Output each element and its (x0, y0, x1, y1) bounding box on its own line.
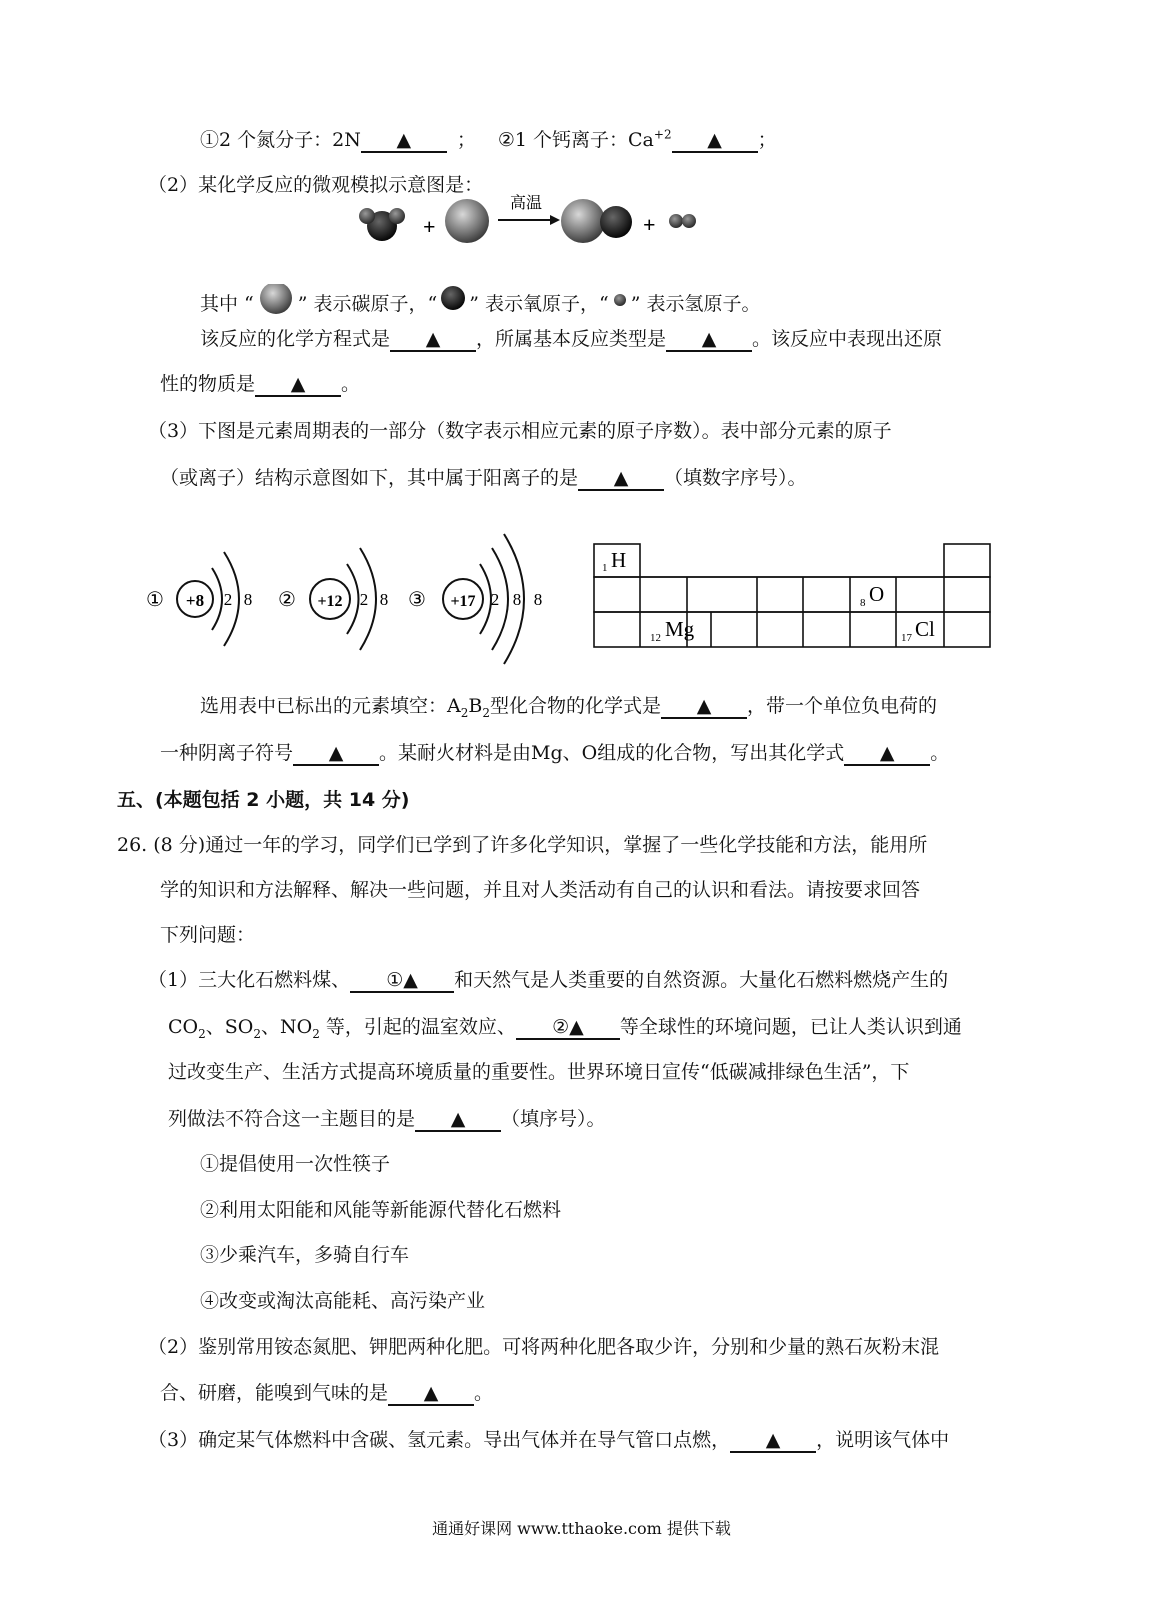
periodic-table-fragment (590, 540, 996, 652)
structure-label: ③ (408, 589, 426, 611)
subscript: 2 (253, 1026, 261, 1041)
svg-text:1: 1 (602, 562, 608, 574)
subscript: 2 (460, 705, 469, 720)
element-cell-h (602, 548, 626, 574)
q26-line-1: 26. (8 分)通过一年的学习，同学们已学到了许多化学知识，掌握了一些化学技能和方法，能用所 (117, 834, 928, 856)
text: 其中 “ (200, 293, 254, 315)
answer-blank[interactable]: ▲ (730, 1429, 816, 1453)
q3-line-2 (160, 465, 807, 491)
plus-sign: + (643, 212, 656, 237)
text: 性的物质是 (160, 373, 256, 395)
shell-electrons: 8 (379, 590, 389, 609)
answer-blank[interactable]: ▲ (661, 695, 747, 719)
answer-blank[interactable]: ▲ (390, 328, 476, 352)
svg-text:8: 8 (860, 597, 866, 609)
text: ； (456, 129, 476, 151)
text: ，所属基本反应类型是 (476, 328, 667, 350)
text: ②1 个钙离子：Ca (497, 129, 654, 151)
svg-text:Cl: Cl (915, 617, 935, 641)
text: ” 表示碳原子，“ (297, 293, 438, 315)
text: （填序号）。 (501, 1108, 606, 1130)
hydrogen-atom-icon (669, 214, 683, 228)
water-molecule (359, 208, 405, 241)
text: 该反应的化学方程式是 (200, 328, 391, 350)
structure-2 (278, 548, 388, 650)
text: ，说明该气体中 (816, 1429, 950, 1451)
subscript: 2 (482, 705, 490, 720)
option-3: ③少乘汽车，多骑自行车 (200, 1244, 410, 1266)
q26-2-line-2 (160, 1380, 493, 1406)
element-cell-cl (901, 617, 935, 644)
text: ①2 个氮分子：2N (200, 129, 361, 151)
q3-fill-line-1 (200, 693, 937, 719)
q26-line-2: 学的知识和方法解释、解决一些问题，并且对人类活动有自己的认识和看法。请按要求回答 (160, 879, 921, 901)
oxygen-atom-icon (600, 206, 632, 238)
text: ； (757, 129, 777, 151)
nucleus-charge: +12 (317, 593, 343, 610)
q26-1-line-2 (168, 1014, 962, 1040)
q26-1-line-3: 过改变生产、生活方式提高环境质量的重要性。世界环境日宣传“低碳减排绿色生活”，下 (168, 1061, 910, 1083)
charge-superscript: +2 (653, 127, 672, 142)
carbon-atom-icon (445, 199, 489, 243)
text: 一种阴离子符号 (160, 742, 294, 764)
answer-blank[interactable]: ▲ (666, 328, 752, 352)
text: 等，引起的温室效应、 (319, 1016, 516, 1038)
answer-blank[interactable]: ▲ (672, 129, 758, 153)
reaction-diagram (350, 188, 710, 250)
svg-text:O: O (869, 582, 885, 606)
q3-fill-line-2 (160, 740, 949, 766)
text: ” 表示氧原子，“ (469, 293, 609, 315)
answer-blank[interactable]: ▲ (255, 373, 341, 397)
shell-electrons: 2 (359, 590, 369, 609)
option-1: ①提倡使用一次性筷子 (200, 1153, 391, 1175)
q2-line-3 (160, 371, 360, 397)
answer-blank[interactable]: ▲ (578, 467, 664, 491)
reaction-condition: 高温 (510, 195, 543, 212)
shell-electrons: 8 (533, 590, 543, 609)
q3-line-1: （3）下图是元素周期表的一部分（数字表示相应元素的原子序数）。表中部分元素的原子 (148, 420, 892, 442)
text: 。 (341, 373, 361, 395)
text: 。该反应中表现出还原 (752, 328, 943, 350)
answer-blank[interactable]: ▲ (415, 1108, 501, 1132)
atomic-structures (140, 520, 560, 680)
text: 列做法不符合这一主题目的是 (168, 1108, 416, 1130)
structure-label: ② (278, 589, 296, 611)
carbon-atom-icon (254, 284, 298, 316)
option-4: ④改变或淘汰高能耗、高污染产业 (200, 1290, 486, 1312)
legend-line (200, 284, 760, 317)
text: 合、研磨，能嗅到气味的是 (160, 1382, 389, 1404)
text: （填数字序号）。 (664, 467, 807, 489)
nucleus-charge: +17 (450, 593, 476, 610)
hydrogen-atom-icon (359, 208, 375, 224)
subscript: 2 (312, 1026, 320, 1041)
text: （1）三大化石燃料煤、 (148, 969, 351, 991)
q26-1-line-4 (168, 1106, 606, 1132)
q26-2-line-1: （2）鉴别常用铵态氮肥、钾肥两种化肥。可将两种化肥各取少许，分别和少量的熟石灰粉末混 (148, 1336, 940, 1358)
answer-blank-2[interactable]: ②▲ (516, 1016, 620, 1040)
text: CO (168, 1016, 199, 1038)
hydrogen-molecule (669, 214, 696, 228)
shell-electrons: 2 (223, 590, 233, 609)
nucleus-charge: +8 (185, 591, 205, 610)
structure-1 (146, 552, 252, 646)
subscript: 2 (198, 1026, 206, 1041)
section-heading: 五、(本题包括 2 小题，共 14 分) (117, 789, 410, 811)
carbon-atom-icon (561, 199, 605, 243)
oxygen-atom-icon (437, 284, 469, 314)
text: 。 (930, 742, 950, 764)
structure-3 (408, 534, 542, 664)
text: 型化合物的化学式是 (489, 695, 661, 717)
answer-blank[interactable]: ▲ (293, 742, 379, 766)
text: 等全球性的环境问题，已让人类认识到通 (619, 1016, 962, 1038)
answer-blank[interactable]: ▲ (388, 1382, 474, 1406)
text: 。 (474, 1382, 494, 1404)
q26-line-3: 下列问题： (160, 924, 256, 946)
svg-text:H: H (611, 548, 627, 572)
answer-blank-1[interactable]: ①▲ (350, 969, 454, 993)
shell-electrons: 2 (490, 590, 500, 609)
element-cell-o (860, 582, 884, 609)
text: 、SO (205, 1016, 254, 1038)
text: ” 表示氢原子。 (630, 293, 761, 315)
hydrogen-atom-icon (609, 292, 631, 312)
arrow-head-icon (550, 215, 560, 225)
shell-electrons: 8 (243, 590, 253, 609)
answer-blank[interactable]: ▲ (361, 129, 447, 153)
svg-text:Mg: Mg (665, 617, 695, 641)
svg-text:17: 17 (901, 632, 912, 644)
text: 选用表中已标出的元素填空：A (200, 695, 461, 717)
question-line-1 (200, 127, 777, 153)
text: 、NO (261, 1016, 313, 1038)
text: ，带一个单位负电荷的 (747, 695, 938, 717)
answer-blank[interactable]: ▲ (844, 742, 930, 766)
structure-label: ① (146, 589, 164, 611)
page-footer: 通通好课网 www.tthaoke.com 提供下载 (432, 1519, 731, 1538)
shell-electrons: 8 (512, 590, 522, 609)
text: 和天然气是人类重要的自然资源。大量化石燃料燃烧产生的 (454, 969, 949, 991)
hydrogen-atom-icon (389, 208, 405, 224)
q2-line-2 (200, 326, 942, 352)
option-2: ②利用太阳能和风能等新能源代替化石燃料 (200, 1199, 562, 1221)
svg-text:12: 12 (650, 632, 661, 644)
plus-sign: + (423, 214, 436, 239)
text: B (468, 695, 483, 717)
q26-3-line-1 (148, 1427, 949, 1453)
text: （3）确定某气体燃料中含碳、氢元素。导出气体并在导气管口点燃， (148, 1429, 731, 1451)
q2-intro: （2）某化学反应的微观模拟示意图是： (148, 174, 484, 196)
text: （或离子）结构示意图如下，其中属于阳离子的是 (160, 467, 579, 489)
co-molecule (561, 199, 632, 243)
text: 。某耐火材料是由Mg、O组成的化合物，写出其化学式 (379, 742, 845, 764)
element-cell-mg (650, 617, 695, 644)
q26-1-line-1 (148, 967, 948, 993)
hydrogen-atom-icon (682, 214, 696, 228)
